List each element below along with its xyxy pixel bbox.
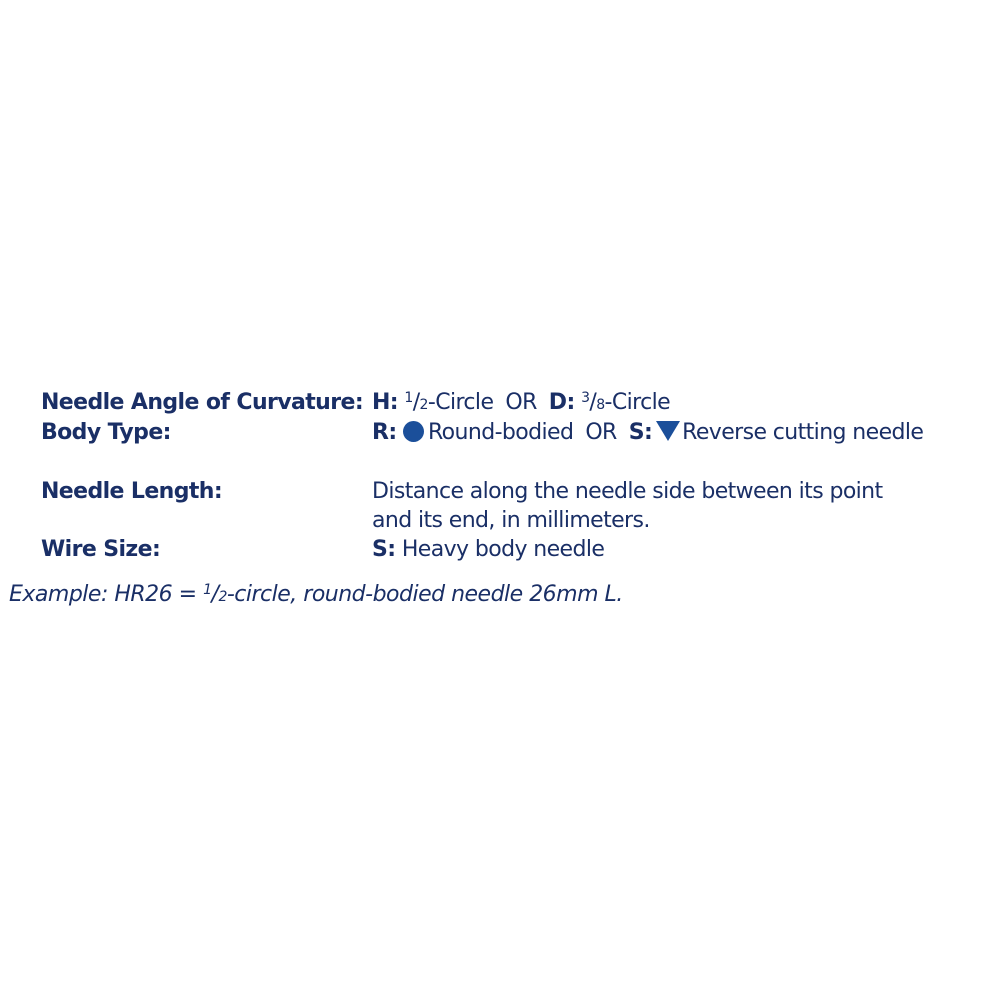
- body-r-key: R:: [372, 420, 397, 445]
- angle-value: [372, 388, 670, 418]
- example-denominator: 2: [218, 589, 227, 605]
- filled-circle-icon: [403, 421, 424, 442]
- down-triangle-icon: [656, 421, 680, 441]
- body-s-key: S:: [628, 420, 653, 445]
- body-s-text: Reverse cutting needle: [682, 420, 924, 445]
- body-type-value: [372, 418, 923, 448]
- example-fraction: $^1$/2: [203, 582, 227, 607]
- three-eighths-denominator: 8: [596, 397, 605, 413]
- half-numerator: 1: [404, 390, 413, 406]
- angle-d-text: -Circle: [604, 390, 671, 415]
- wire-label: Wire Size:: [41, 537, 161, 562]
- body-or: OR: [585, 420, 617, 445]
- wire-s-text: Heavy body needle: [401, 537, 605, 562]
- body-r-text: Round-bodied: [427, 420, 574, 445]
- wire-row: [0, 535, 1000, 565]
- length-row-continued: [0, 506, 1000, 536]
- body-type-label: Body Type:: [41, 420, 171, 445]
- wire-s-key: S:: [372, 537, 396, 562]
- angle-label: Needle Angle of Curvature:: [41, 390, 364, 415]
- three-eighths-fraction: $^3$/8: [581, 390, 605, 415]
- half-fraction: $^1$/2: [404, 390, 428, 415]
- example-suffix: -circle, round-bodied needle 26mm L.: [226, 582, 623, 607]
- body-type-row: [0, 418, 1000, 448]
- half-denominator: 2: [419, 397, 428, 413]
- angle-d-key: D:: [548, 390, 575, 415]
- angle-row: [0, 388, 1000, 418]
- length-label: Needle Length:: [41, 479, 223, 504]
- length-row: [0, 477, 1000, 507]
- angle-or: OR: [505, 390, 537, 415]
- example-numerator: 1: [203, 582, 212, 598]
- three-eighths-numerator: 3: [581, 390, 590, 406]
- angle-h-text: -Circle: [427, 390, 494, 415]
- angle-h-key: H:: [372, 390, 399, 415]
- length-line-2: and its end, in millimeters.: [372, 508, 650, 533]
- example-prefix: Example: HR26 =: [9, 582, 204, 607]
- length-line-1: Distance along the needle side between its point: [372, 479, 883, 504]
- wire-value: [372, 535, 604, 565]
- example-note: [9, 580, 623, 610]
